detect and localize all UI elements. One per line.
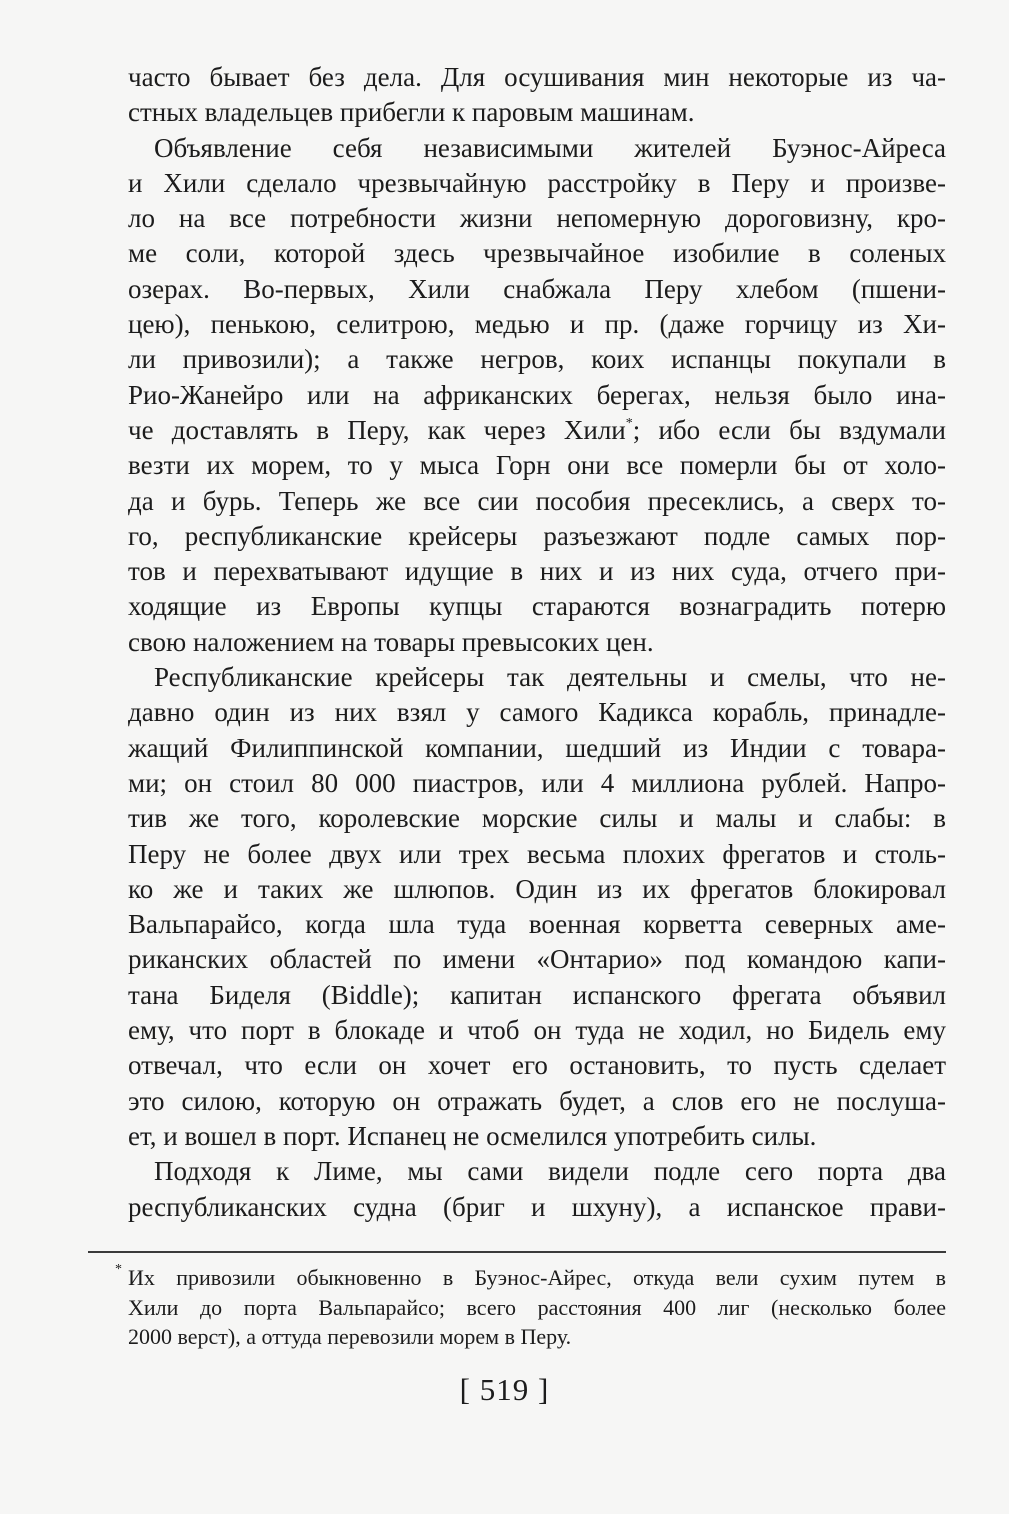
- text-line-content: тана Биделя (Biddle); капитан испанского фрегата объявил: [128, 979, 946, 1010]
- text-line: [128, 1154, 946, 1189]
- text-line: [128, 731, 946, 766]
- text-line-content: Республиканские крейсеры так деятельны и смелы, что не-: [154, 662, 946, 693]
- text-line-content: че доставлять в Перу, как через Хили: [128, 414, 626, 445]
- text-line: [128, 695, 946, 730]
- text-line: [128, 766, 946, 801]
- text-line: [128, 589, 946, 624]
- text-line: [128, 519, 946, 554]
- text-line: [128, 801, 946, 836]
- text-line-content: часто бывает без дела. Для осушивания мин некоторые из ча-: [128, 62, 946, 92]
- footnote-reference[interactable]: *: [625, 415, 633, 431]
- text-line-content: Объявление себя независимыми жителей Буэнос-Айреса: [154, 132, 946, 163]
- text-line-content: ходящие из Европы купцы стараются вознаградить потерю: [128, 591, 946, 622]
- text-line: [128, 1048, 946, 1083]
- text-line-content: везти их морем, то у мыса Горн они все померли бы от холо-: [128, 450, 946, 481]
- text-line-content: ме соли, которой здесь чрезвычайное изобилие в соленых: [128, 238, 946, 269]
- text-line: [128, 201, 946, 236]
- text-line: [128, 625, 946, 660]
- text-line-content: отвечал, что если он хочет его остановить, то пусть сделает: [128, 1050, 946, 1081]
- text-line: [128, 907, 946, 942]
- footnote-line: Хили до порта Вальпарайсо; всего расстояния 400 лиг (несколько более: [128, 1294, 946, 1320]
- text-line-content: да и бурь. Теперь же все сии пособия пресеклись, а сверх то-: [128, 485, 946, 516]
- text-line: [128, 660, 946, 695]
- text-line-content: стных владельцев прибегли к паровым машинам.: [128, 97, 695, 128]
- text-line-content: го, республиканские крейсеры разъезжают подле самых пор-: [128, 520, 946, 551]
- text-line: [128, 484, 946, 519]
- text-line: [128, 413, 946, 448]
- text-line-content: ми; он стоил 80 000 пиастров, или 4 миллиона рублей. Напро-: [128, 767, 946, 798]
- text-line-content: ет, и вошел в порт. Испанец не осмелился употребить силы.: [128, 1120, 817, 1151]
- text-line-content: ; ибо если бы вздумали: [632, 414, 946, 445]
- text-line-content: и Хили сделало чрезвычайную расстройку в Перу и произве-: [128, 167, 946, 198]
- text-line-content: Вальпарайсо, когда шла туда военная корветта северных аме-: [128, 909, 946, 940]
- text-line: [128, 342, 946, 377]
- text-line: [128, 236, 946, 271]
- text-line: [128, 837, 946, 872]
- text-line: [128, 95, 946, 130]
- text-line: [128, 1190, 946, 1225]
- text-line: [128, 378, 946, 413]
- text-line: [128, 1119, 946, 1154]
- text-line-content: цею), пенькою, селитрою, медью и пр. (даже горчицу из Хи-: [128, 309, 946, 340]
- text-line: [128, 272, 946, 307]
- text-line-content: ему, что порт в блокаде и чтоб он туда не ходил, но Бидель ему: [128, 1015, 946, 1046]
- text-line: [128, 978, 946, 1013]
- text-line: [128, 131, 946, 166]
- text-line-content: Перу не более двух или трех весьма плохих фрегатов и столь-: [128, 838, 946, 869]
- text-line-content: ло на все потребности жизни непомерную дороговизну, кро-: [128, 203, 946, 234]
- text-line-content: республиканских судна (бриг и шхуну), а испанское прави-: [128, 1191, 946, 1222]
- text-line-content: тов и перехватывают идущие в них и из них суда, отчего при-: [128, 556, 946, 587]
- page-number: [ 519 ]: [459, 1372, 550, 1407]
- text-line: [128, 1084, 946, 1119]
- footnote-divider: [88, 1251, 946, 1253]
- footnote: [128, 1263, 946, 1352]
- text-line: [128, 554, 946, 589]
- text-line-content: озерах. Во-первых, Хили снабжала Перу хлебом (пшени-: [128, 273, 946, 304]
- main-text: [128, 60, 946, 1225]
- text-line-content: давно один из них взял у самого Кадикса корабль, принадле-: [128, 697, 946, 728]
- text-line-content: ко же и таких же шлюпов. Один из их фрегатов блокировал: [128, 873, 946, 904]
- text-line: [128, 60, 946, 95]
- text-line-content: свою наложением на товары превысоких цен.: [128, 626, 654, 657]
- text-line: [128, 942, 946, 977]
- text-line-content: это силою, которую он отражать будет, а слов его не послуша-: [128, 1085, 946, 1116]
- text-line: [128, 1013, 946, 1048]
- text-line-content: риканских областей по имени «Онтарио» под командою капи-: [128, 944, 946, 975]
- footnote-line: Их привозили обыкновенно в Буэнос-Айрес, откуда вели сухим путем в: [128, 1265, 946, 1290]
- text-line-content: Рио-Жанейро или на африканских берегах, нельзя было ина-: [128, 379, 946, 410]
- text-line-content: тив же того, королевские морские силы и малы и слабы: в: [128, 803, 946, 834]
- text-line: [128, 307, 946, 342]
- text-line: [128, 872, 946, 907]
- footnote-marker: *: [115, 1262, 122, 1277]
- text-line-content: ли привозили); а также негров, коих испанцы покупали в: [128, 344, 946, 375]
- text-line-content: жащий Филиппинской компании, шедший из Индии с товара-: [128, 732, 946, 763]
- text-line: [128, 166, 946, 201]
- text-line: [128, 448, 946, 483]
- text-line-content: Подходя к Лиме, мы сами видели подле сего порта два: [154, 1156, 946, 1187]
- footnote-line: 2000 верст), а оттуда перевозили морем в Перу.: [128, 1324, 572, 1349]
